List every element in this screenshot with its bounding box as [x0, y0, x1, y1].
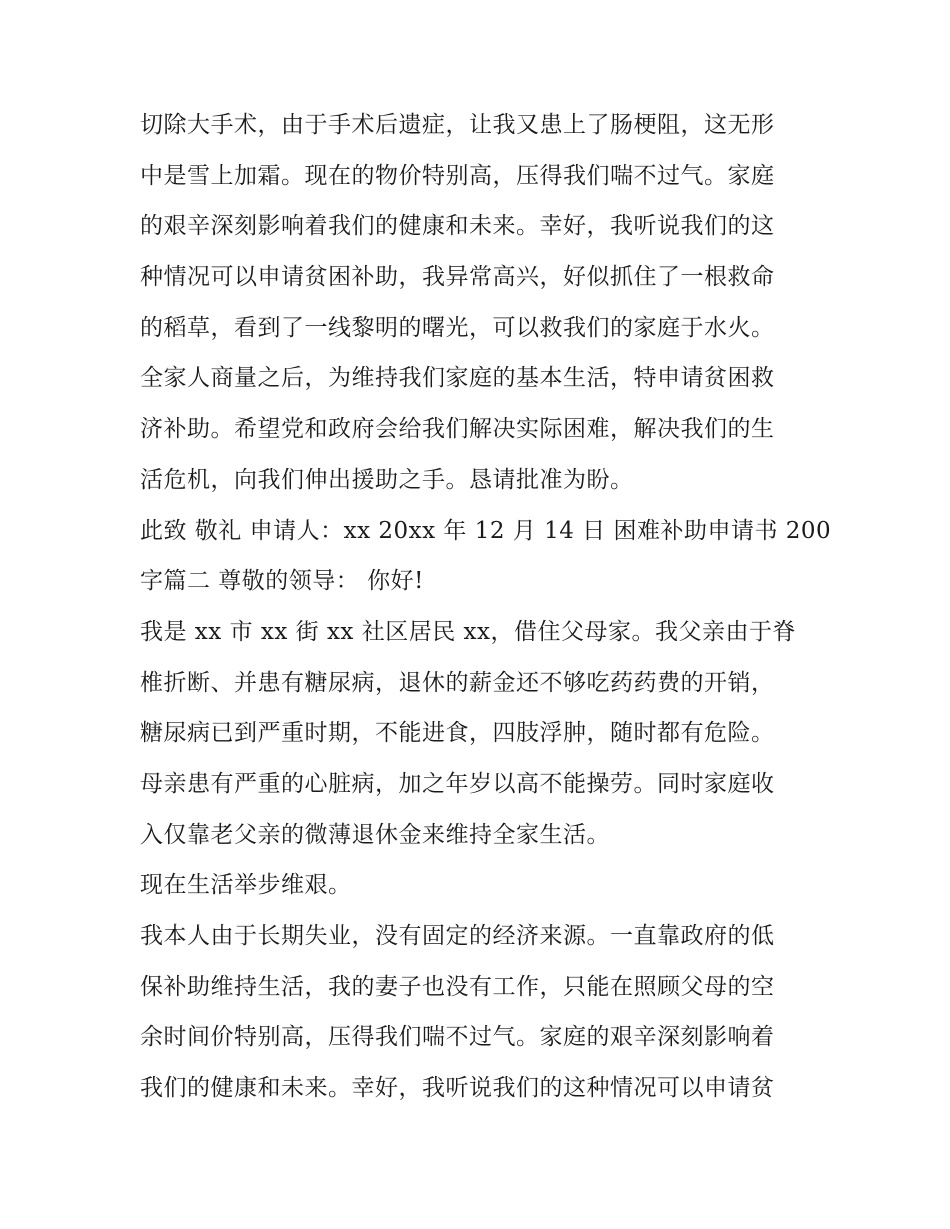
text-line: 母亲患有严重的心脏病，加之年岁以高不能操劳。同时家庭收 [140, 770, 775, 797]
text-line: 我们的健康和未来。幸好，我听说我们的这种情况可以申请贫 [140, 1075, 775, 1102]
text-line: 糖尿病已到严重时期，不能进食，四肢浮肿，随时都有危险。 [140, 720, 775, 747]
text-line: 活危机，向我们伸出援助之手。恳请批准为盼。 [140, 466, 634, 493]
text-line: 我是 xx 市 xx 街 xx 社区居民 xx，借住父母家。我父亲由于脊 [140, 618, 796, 645]
text-line: 我本人由于长期失业，没有固定的经济来源。一直靠政府的低 [140, 923, 775, 949]
document-page [140, 100, 832, 1114]
text-line: 切除大手术，由于手术后遗症，让我又患上了肠梗阻，这无形 [140, 112, 775, 138]
text-line: 的稻草，看到了一线黎明的曙光，可以救我们的家庭于水火。 [140, 314, 775, 341]
text-line: 保补助维持生活，我的妻子也没有工作，只能在照顾父母的空 [140, 973, 775, 1000]
text-line: 全家人商量之后，为维持我们家庭的基本生活，特申请贫困救 [140, 365, 775, 392]
text-line: 此致 敬礼 申请人：xx 20xx 年 12 月 14 日 困难补助申请书 200 [140, 517, 832, 544]
text-line: 余时间价特别高，压得我们喘不过气。家庭的艰辛深刻影响着 [140, 1024, 775, 1051]
text-line: 现在生活举步维艰。 [140, 872, 352, 899]
text-line: 种情况可以申请贫困补助，我异常高兴，好似抓住了一根救命 [140, 264, 775, 291]
text-line: 椎折断、并患有糖尿病，退休的薪金还不够吃药药费的开销， [140, 669, 775, 696]
text-line: 中是雪上加霜。现在的物价特别高，压得我们喘不过气。家庭 [140, 162, 775, 189]
text-line: 的艰辛深刻影响着我们的健康和未来。幸好，我听说我们的这 [140, 213, 775, 240]
text-line: 字篇二 尊敬的领导： 你好! [140, 568, 424, 595]
text-line: 入仅靠老父亲的微薄退休金来维持全家生活。 [140, 821, 610, 848]
text-line: 济补助。希望党和政府会给我们解决实际困难，解决我们的生 [140, 416, 775, 443]
